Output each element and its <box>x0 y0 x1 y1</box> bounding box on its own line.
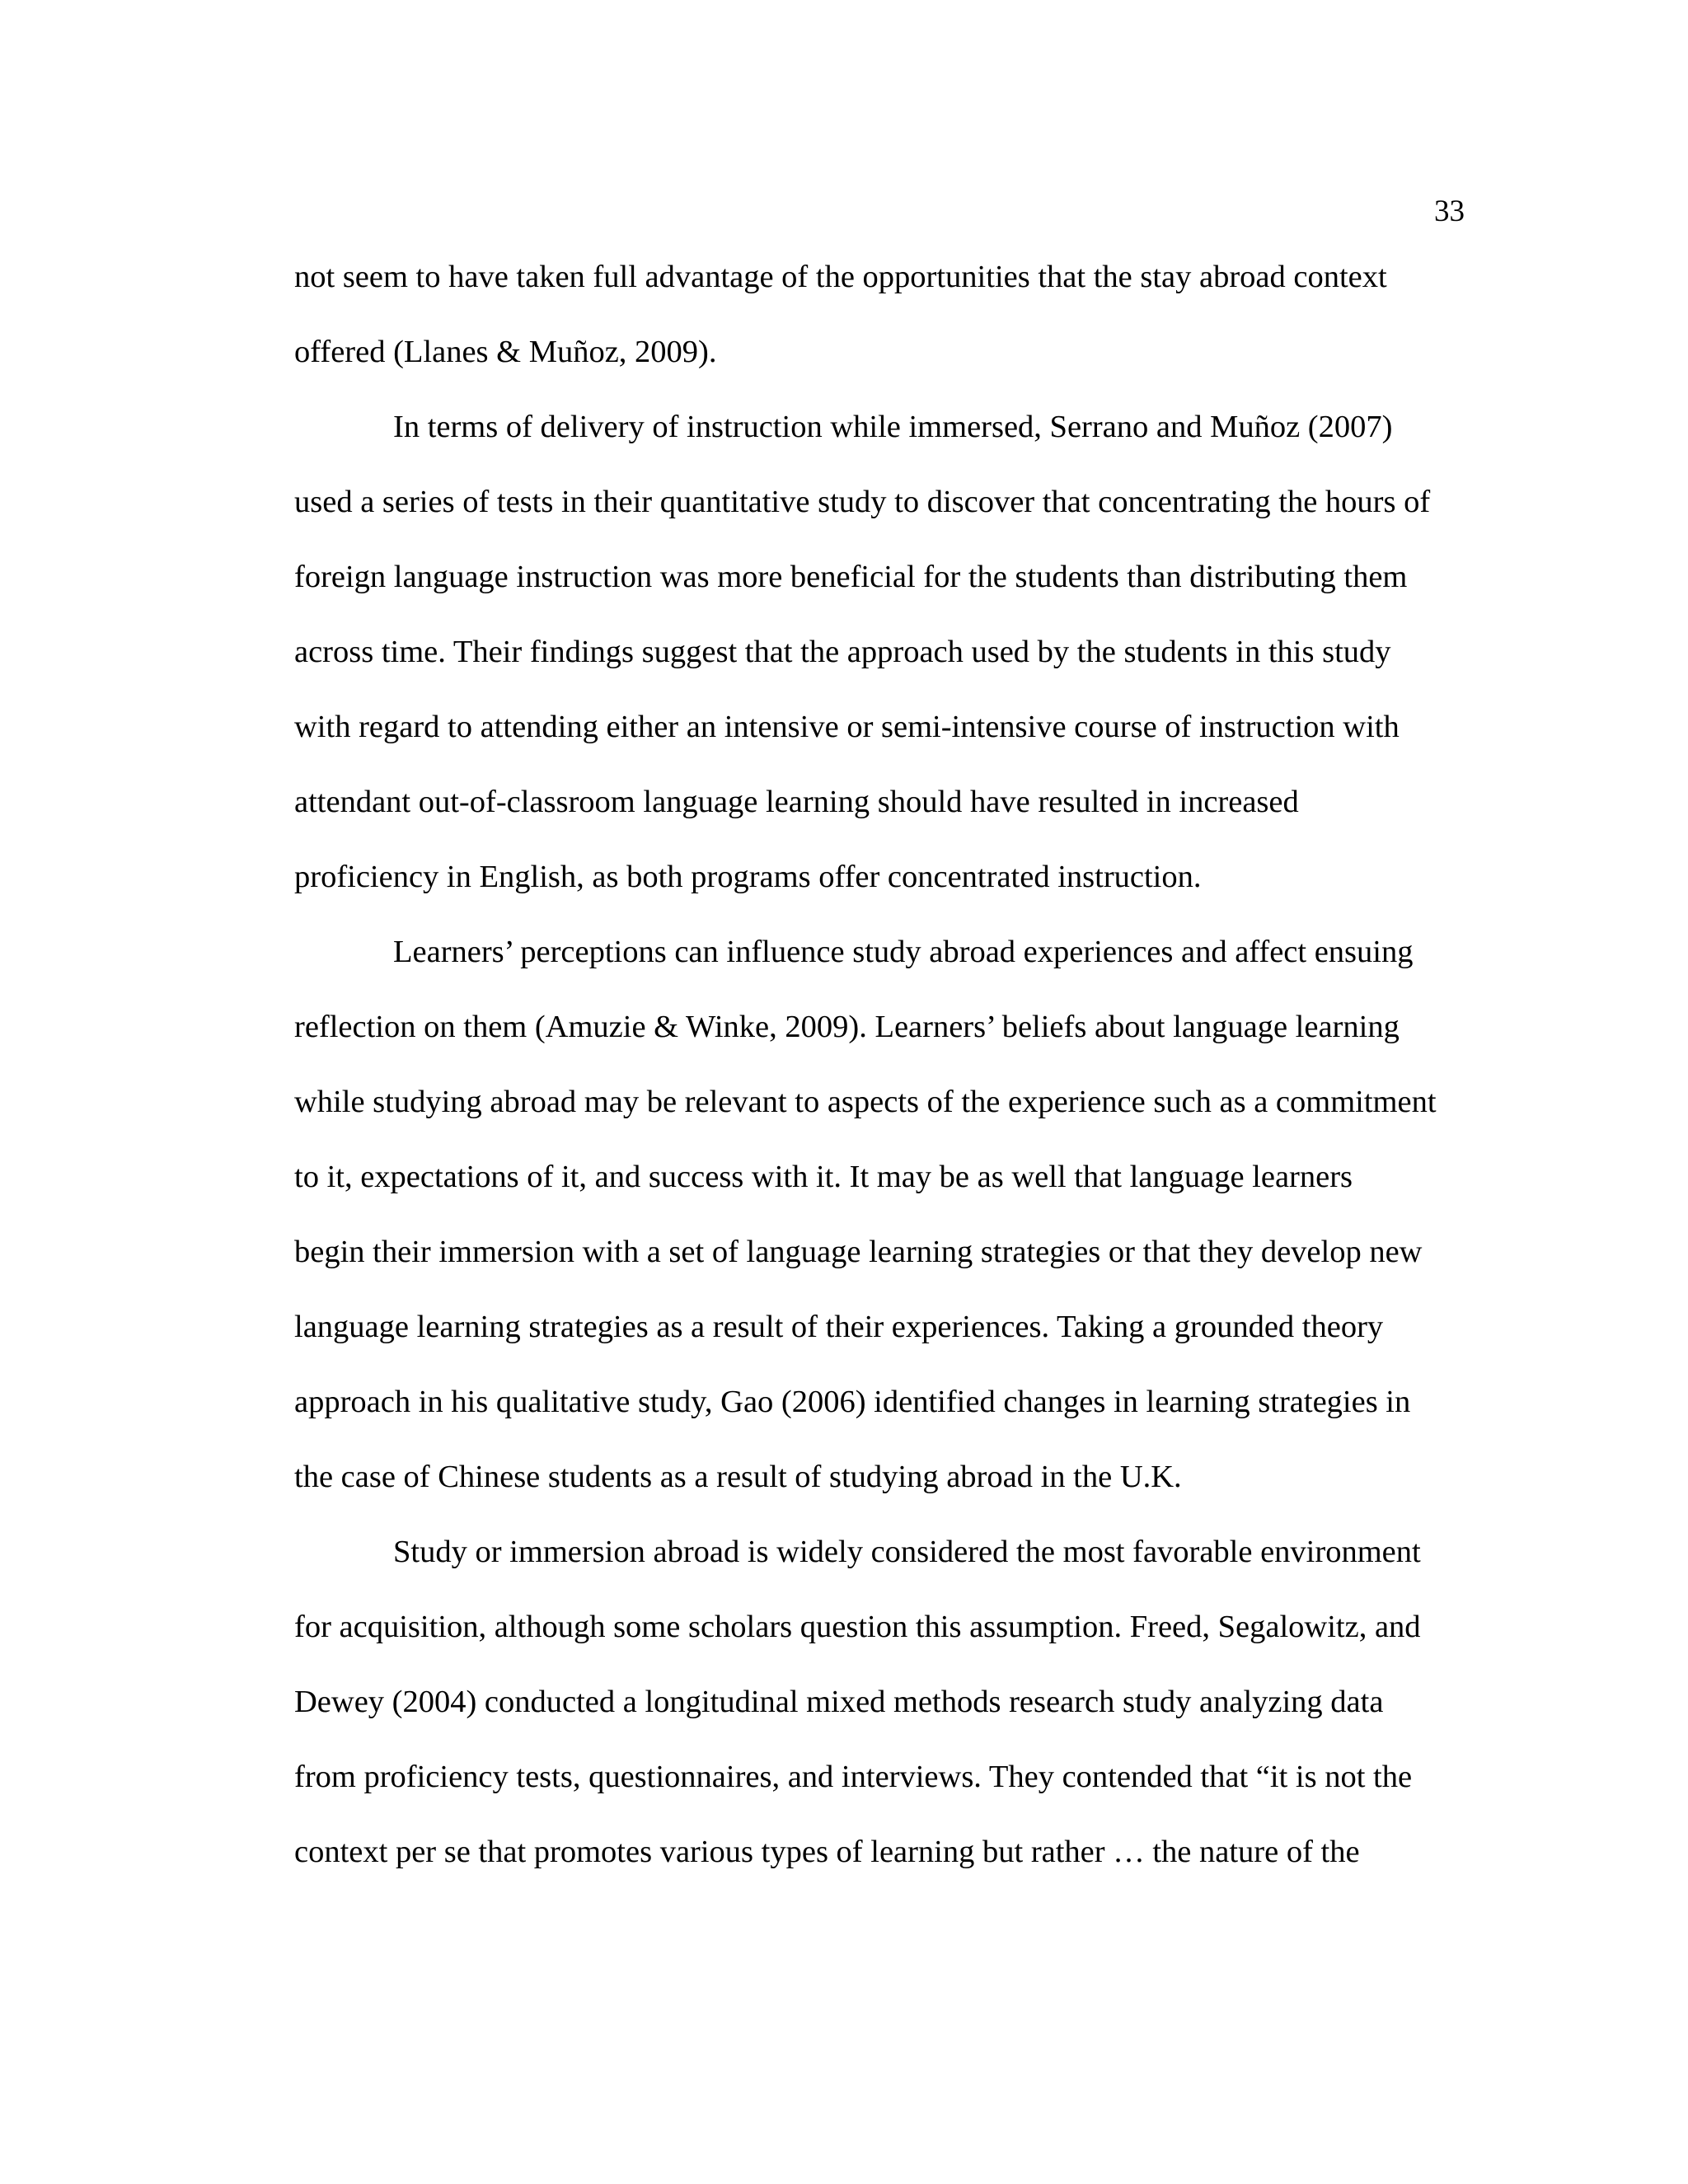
text-line: to it, expectations of it, and success with it. It may be as well that language learners <box>294 1160 1353 1194</box>
text-line: offered (Llanes & Muñoz, 2009). <box>294 335 717 369</box>
text-line: begin their immersion with a set of language learning strategies or that they develop new <box>294 1235 1423 1269</box>
text-line: Dewey (2004) conducted a longitudinal mixed methods research study analyzing data <box>294 1685 1384 1719</box>
text-line: reflection on them (Amuzie & Winke, 2009). Learners’ beliefs about language learning <box>294 1010 1400 1044</box>
paragraph <box>294 406 1481 931</box>
text-line: for acquisition, although some scholars question this assumption. Freed, Segalowitz, and <box>294 1610 1421 1644</box>
text-line: foreign language instruction was more beneficial for the students than distributing them <box>294 560 1408 594</box>
text-line: Learners’ perceptions can influence study abroad experiences and affect ensuing <box>393 935 1414 969</box>
text-line: context per se that promotes various types of learning but rather … the nature of the <box>294 1835 1360 1869</box>
text-line: across time. Their findings suggest that the approach used by the students in this study <box>294 635 1391 669</box>
text-line: used a series of tests in their quantitative study to discover that concentrating the hours of <box>294 485 1431 519</box>
paragraph <box>294 256 1481 406</box>
text-line: with regard to attending either an intensive or semi-intensive course of instruction with <box>294 710 1400 744</box>
paragraph <box>294 931 1481 1531</box>
text-line: while studying abroad may be relevant to aspects of the experience such as a commitment <box>294 1085 1437 1119</box>
text-line: attendant out-of-classroom language learning should have resulted in increased <box>294 785 1299 819</box>
page-number: 33 <box>1434 194 1465 228</box>
text-line: approach in his qualitative study, Gao (2006) identified changes in learning strategies in <box>294 1385 1411 1419</box>
text-line: language learning strategies as a result of their experiences. Taking a grounded theory <box>294 1310 1384 1344</box>
text-line: Study or immersion abroad is widely considered the most favorable environment <box>393 1535 1421 1569</box>
body-text <box>294 256 1481 1906</box>
text-line: proficiency in English, as both programs offer concentrated instruction. <box>294 860 1202 894</box>
paragraph <box>294 1531 1481 1906</box>
text-line: In terms of delivery of instruction while immersed, Serrano and Muñoz (2007) <box>393 410 1393 444</box>
text-line: not seem to have taken full advantage of the opportunities that the stay abroad context <box>294 260 1387 294</box>
text-line: the case of Chinese students as a result of studying abroad in the U.K. <box>294 1460 1182 1494</box>
text-line: from proficiency tests, questionnaires, and interviews. They contended that “it is not the <box>294 1760 1413 1794</box>
